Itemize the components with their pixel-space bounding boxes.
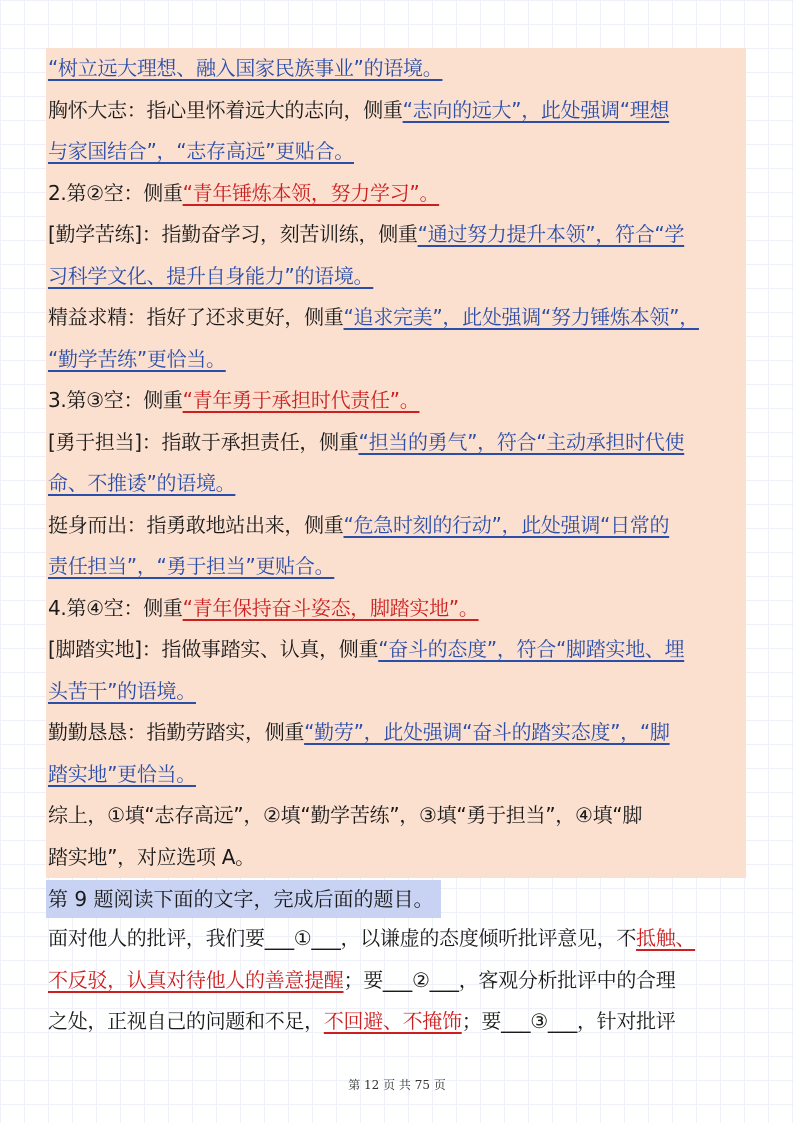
text-line bbox=[48, 588, 746, 630]
line-text: [勇于担当]：指敢于承担责任，侧重 bbox=[48, 429, 359, 454]
line-text: 2.第②空：侧重 bbox=[48, 180, 183, 205]
text-line bbox=[48, 214, 746, 256]
text-line bbox=[48, 48, 746, 90]
text-line bbox=[48, 422, 746, 464]
emphasis-blue: 命、不推诿”的语境。 bbox=[48, 471, 236, 495]
text-line bbox=[48, 297, 746, 339]
text-line bbox=[48, 671, 746, 713]
emphasis-blue: 与家国结合”，“志存高远”更贴合。 bbox=[48, 139, 354, 163]
document-content bbox=[46, 48, 746, 1043]
line-text: 勤勤恳恳：指勤劳踏实，侧重 bbox=[48, 720, 305, 744]
emphasis-blue: “树立远大理想、融入国家民族事业”的语境。 bbox=[48, 56, 443, 80]
text-line bbox=[48, 546, 746, 588]
emphasis-red: 不回避、不掩饰 bbox=[323, 1009, 462, 1033]
emphasis-blue: “勤学苦练”更恰当。 bbox=[48, 346, 226, 371]
emphasis-red: “青年锤炼本领，努力学习”。 bbox=[182, 180, 440, 205]
emphasis-red: 不反驳，认真对待他人的善意提醒 bbox=[48, 967, 344, 992]
emphasis-blue: 责任担当”，“勇于担当”更贴合。 bbox=[48, 554, 335, 578]
text-line bbox=[48, 380, 746, 422]
line-text: 之处，正视自己的问题和不足， bbox=[48, 1009, 324, 1033]
text-line bbox=[48, 505, 746, 547]
line-text: 面对他人的批评，我们要___①___，以谦虚的态度倾听批评意见，不 bbox=[48, 926, 637, 950]
text-line bbox=[48, 256, 746, 298]
text-line bbox=[48, 960, 746, 1002]
text-line bbox=[48, 173, 746, 215]
emphasis-red: “青年勇于承担时代责任”。 bbox=[182, 388, 420, 412]
line-text: 3.第③空：侧重 bbox=[48, 388, 183, 412]
text-line bbox=[48, 795, 746, 837]
emphasis-red: 抵触、 bbox=[636, 926, 696, 950]
line-text: 胸怀大志：指心里怀着远大的志向，侧重 bbox=[48, 97, 403, 122]
text-line bbox=[48, 837, 746, 879]
text-line bbox=[48, 90, 746, 132]
text-line bbox=[48, 339, 746, 381]
line-text: 综上，①填“志存高远”，②填“勤学苦练”，③填“勇于担当”，④填“脚 bbox=[48, 803, 643, 827]
line-text: 挺身而出：指勇敢地站出来，侧重 bbox=[48, 512, 344, 537]
emphasis-blue: “奋斗的态度”，符合“脚踏实地、埋 bbox=[378, 637, 685, 661]
emphasis-blue: “通过努力提升本领”，符合“学 bbox=[417, 222, 685, 246]
emphasis-blue: 踏实地”更恰当。 bbox=[48, 761, 196, 786]
line-text: 精益求精：指好了还求更好，侧重 bbox=[48, 305, 344, 329]
line-text: [勤学苦练]：指勤奋学习，刻苦训练，侧重 bbox=[48, 222, 418, 246]
emphasis-blue: 头苦干”的语境。 bbox=[48, 678, 196, 703]
line-text: 踏实地”，对应选项 A。 bbox=[48, 844, 255, 869]
question-heading: 第 9 题阅读下面的文字，完成后面的题目。 bbox=[46, 880, 441, 918]
emphasis-blue: “勤劳”，此处强调“奋斗的踏实态度”，“脚 bbox=[304, 720, 670, 744]
text-line bbox=[48, 131, 746, 173]
line-text: 4.第④空：侧重 bbox=[48, 595, 183, 620]
emphasis-blue: “担当的勇气”，符合“主动承担时代使 bbox=[358, 429, 685, 454]
emphasis-blue: “追求完美”，此处强调“努力锤炼本领”， bbox=[343, 305, 699, 329]
line-text: ；要___②___，客观分析批评中的合理 bbox=[343, 967, 676, 992]
emphasis-blue: “危急时刻的行动”，此处强调“日常的 bbox=[343, 512, 670, 537]
question-passage bbox=[46, 918, 746, 1043]
page-number: 第 12 页 共 75 页 bbox=[348, 1078, 446, 1092]
text-line bbox=[48, 629, 746, 671]
text-line bbox=[48, 754, 746, 796]
text-line bbox=[48, 712, 746, 754]
answer-explanation-block bbox=[46, 48, 746, 878]
emphasis-blue: 习科学文化、提升自身能力”的语境。 bbox=[48, 263, 374, 288]
text-line bbox=[48, 463, 746, 505]
emphasis-blue: “志向的远大”，此处强调“理想 bbox=[402, 97, 670, 122]
text-line bbox=[48, 918, 746, 960]
line-text: [脚踏实地]：指做事踏实、认真，侧重 bbox=[48, 637, 379, 661]
line-text: ；要___③___，针对批评 bbox=[461, 1009, 676, 1033]
text-line bbox=[48, 1001, 746, 1043]
emphasis-red: “青年保持奋斗姿态，脚踏实地”。 bbox=[182, 595, 479, 620]
